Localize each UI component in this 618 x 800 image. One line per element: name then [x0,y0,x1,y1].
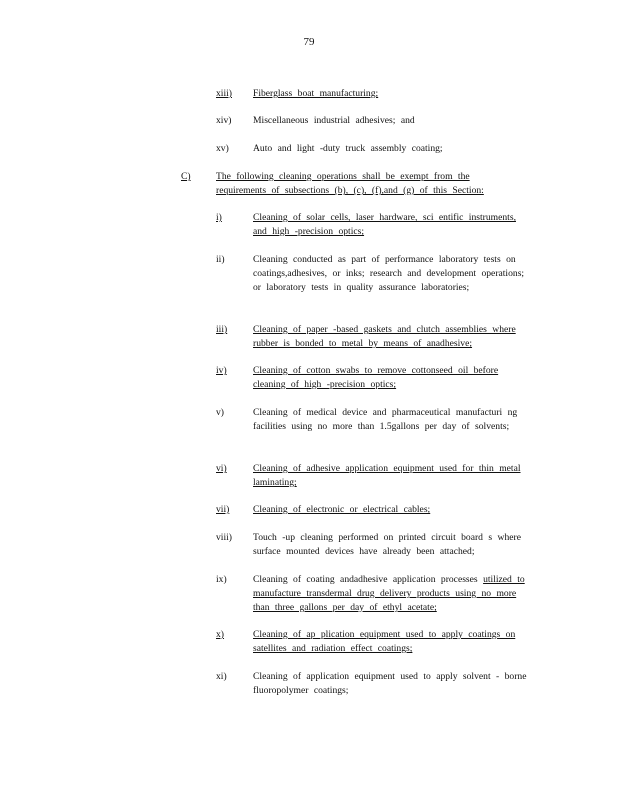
item-text-plain: Cleaning of coating andadhesive application processes [253,574,478,585]
item-number: v) [216,407,224,418]
item-number: xv) [216,143,229,154]
item-text: Cleaning of electronic or electrical cables; [253,504,431,515]
item-text: Touch -up cleaning performed on printed circuit board s where surface mounted devices have already been attached; [253,532,521,557]
item-number: xi) [216,671,227,682]
item-number: x) [216,629,224,640]
item-text-underlined: utilized to manufacture transdermal drug delivery products using no more than three gallons per day of ethyl acetate; [253,574,525,613]
item-number: xiii) [216,88,232,99]
item-text: Cleaning of solar cells, laser hardware, sci entific instruments, and high -precision optics; [253,212,516,237]
item-text: Auto and light -duty truck assembly coating; [253,143,443,154]
item-number: ii) [216,254,225,265]
item-number: ix) [216,574,227,585]
item-number: xiv) [216,115,232,126]
item-number: vi) [216,463,227,474]
section-intro: The following cleaning operations shall be exempt from the requirements of subsections (b), (c), (f),and (g) of this Section: [216,171,484,196]
page-number: 79 [303,36,315,48]
item-text: Cleaning of application equipment used to apply solvent - borne fluoropolymer coatings; [253,671,527,696]
item-text: Cleaning of adhesive application equipment used for thin metal laminating; [253,463,521,488]
item-number: iv) [216,365,227,376]
item-number: viii) [216,532,232,543]
item-text: Cleaning of ap plication equipment used to apply coatings on satellites and radiation effect coatings; [253,629,516,654]
section-label: C) [181,171,191,182]
item-text: Miscellaneous industrial adhesives; and [253,115,415,126]
item-text [253,573,535,615]
item-text: Cleaning of medical device and pharmaceutical manufacturi ng facilities using no more than 1.5gallons per day of solvents; [253,407,518,432]
item-text: Cleaning conducted as part of performance laboratory tests on coatings,adhesives, or inks; research and development operations; or laboratory tests in quality assurance laboratories; [253,254,525,293]
item-text: Cleaning of paper -based gaskets and clutch assemblies where rubber is bonded to metal by means of anadhesive; [253,324,516,349]
item-text: Fiberglass boat manufacturing; [253,88,379,99]
item-number: i) [216,212,222,223]
item-number: iii) [216,324,228,335]
item-number: vii) [216,504,230,515]
item-text: Cleaning of cotton swabs to remove cottonseed oil before cleaning of high -precision optics; [253,365,499,390]
